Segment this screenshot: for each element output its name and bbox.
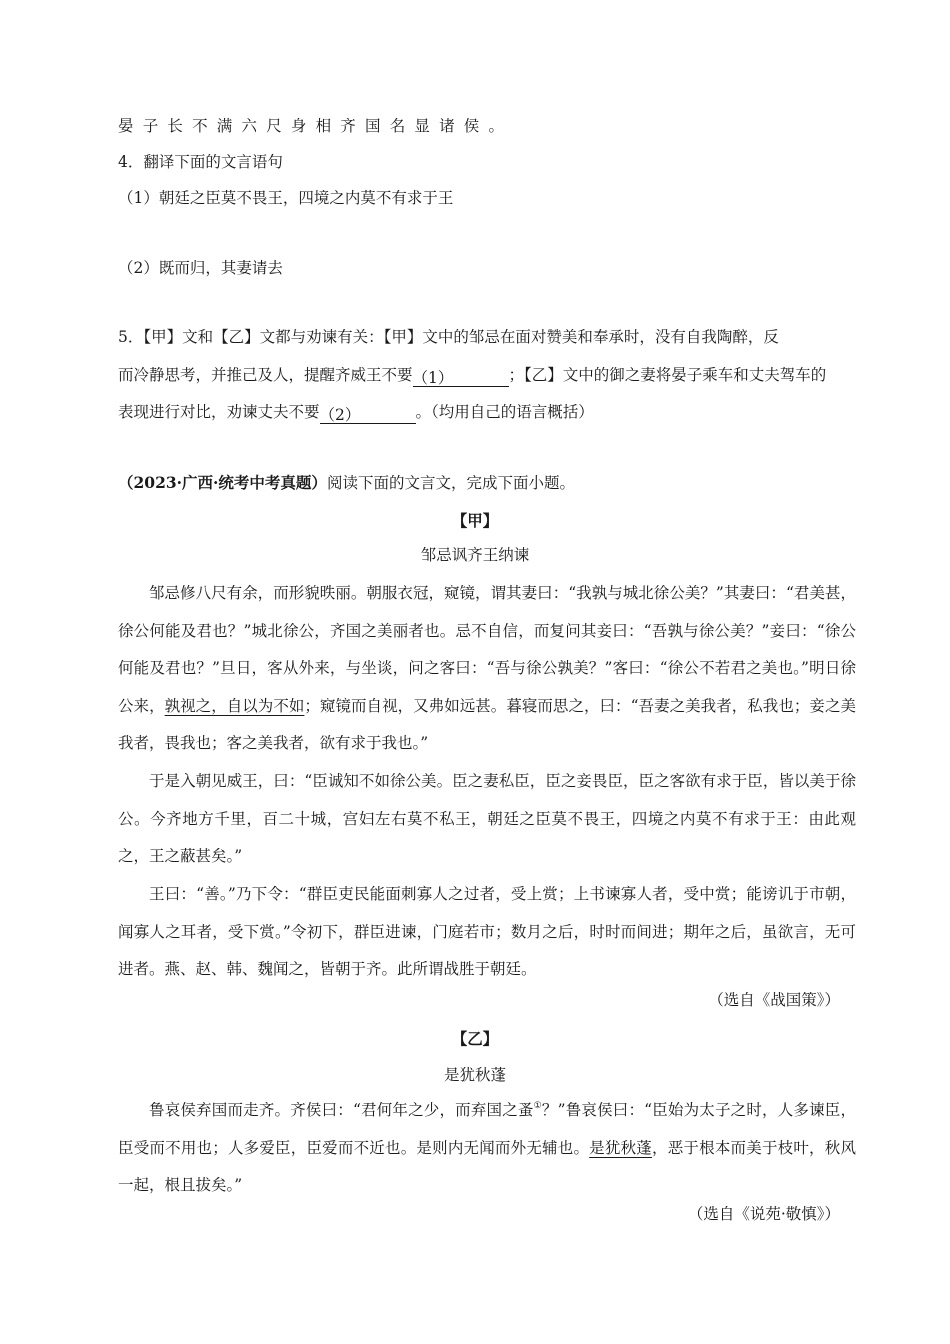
question-5-line-3 xyxy=(118,400,840,424)
jia-title: 邹忌讽齐王纳谏 xyxy=(420,546,530,564)
question-4-item-1: （1）朝廷之臣莫不畏王，四境之内莫不有求于王 xyxy=(118,189,454,207)
exam-source: （2023·广西·统考中考真题） xyxy=(118,473,327,492)
answer-blank-2[interactable] xyxy=(320,403,416,424)
passage-intro xyxy=(118,471,840,495)
yi-title: 是犹秋蓬 xyxy=(443,1066,506,1084)
question-5-text: 。（均用自己的语言概括） xyxy=(415,403,594,421)
yi-p1-underlined: 是犹秋蓬 xyxy=(589,1138,652,1157)
intro-text: 阅读下面的文言文，完成下面小题。 xyxy=(326,474,575,492)
question-4-item-2: （2）既而归，其妻请去 xyxy=(118,259,283,277)
jia-source: （选自《战国策》） xyxy=(708,991,840,1009)
blank-2-label: （2） xyxy=(319,406,361,424)
question-4-title: 4．翻译下面的文言语句 xyxy=(118,153,283,171)
jia-paragraph-2: 于是入朝见威王，曰：“臣诚知不如徐公美。臣之妻私臣，臣之妾畏臣，臣之客欲有求于臣，皆以美于徐公。今齐地方千里，百二十城，宫妇左右莫不私王，朝廷之臣莫不畏王，四境之内莫不有求于王：由此观之，王之蔽甚矣。” xyxy=(118,772,856,866)
yi-p1-text: 鲁哀侯弃国而走齐。齐侯曰：“君何年之少，而弃国之蚤 xyxy=(149,1101,534,1119)
answer-blank-1[interactable] xyxy=(413,366,509,387)
yi-p1-text: ，恶于根本而美于枝叶，秋风一起，根且拔矣。” xyxy=(118,1138,856,1195)
blank-1-label: （1） xyxy=(412,369,454,387)
question-5-text: 而冷静思考，并推己及人，提醒齐威王不要 xyxy=(118,366,413,384)
question-5-line-2 xyxy=(118,363,840,387)
jia-paragraph-3: 王曰：“善。”乃下令：“群臣吏民能面刺寡人之过者，受上赏；上书谏寡人者，受中赏；能谤讥于市朝，闻寡人之耳者，受下赏。”令初下，群臣进谏，门庭若市；数月之后，时时而间进；期年之后，虽欲言，无可进者。燕、赵、韩、魏闻之，皆朝于齐。此所谓战胜于朝廷。 xyxy=(118,885,856,979)
jia-label: 【甲】 xyxy=(451,511,499,530)
yi-label: 【乙】 xyxy=(451,1029,499,1048)
jia-p1-text: ；窥镜而自视，又弗如远甚。暮寝而思之，曰：“吾妻之美我者，私我也；妾之美我者，畏我也；客之美我者，欲有求于我也。” xyxy=(118,696,856,753)
jia-paragraph-1 xyxy=(118,575,856,763)
top-line: 晏子长不满六尺身相齐国名显诸侯。 xyxy=(118,117,514,135)
jia-p1-text: 邹忌修八尺有余，而形貌昳丽。朝服衣冠，窥镜，谓其妻曰：“我孰与城北徐公美？”其妻曰：“君美甚，徐公何能及君也？”城北徐公，齐国之美丽者也。忌不自信，而复问其妾曰：“吾孰与徐公美？”妾曰：“徐公何能及君也？”旦日，客从外来，与坐谈，问之客曰：“吾与徐公孰美？”客曰：“徐公不若君之美也。”明日徐公来， xyxy=(118,584,856,715)
footnote-marker: ① xyxy=(533,1101,542,1111)
yi-source: （选自《说苑·敬慎》） xyxy=(687,1205,840,1223)
question-5-text: 表现进行对比，劝谏丈夫不要 xyxy=(118,403,320,421)
question-5-line-1: 5．【甲】文和【乙】文都与劝谏有关：【甲】文中的邹忌在面对赞美和奉承时，没有自我陶醉，反 xyxy=(118,328,779,346)
yi-p1-text: ？”鲁哀侯曰：“臣始为太子之时，人多谏臣，臣受而不用也；人多爱臣，臣爱而不近也。是则内无闻而外无辅也。 xyxy=(118,1101,856,1157)
jia-p1-underlined: 孰视之，自以为不如 xyxy=(164,696,305,715)
question-5-text: ；【乙】文中的御之妻将晏子乘车和丈夫驾车的 xyxy=(508,366,827,384)
yi-paragraph-1 xyxy=(118,1092,856,1205)
